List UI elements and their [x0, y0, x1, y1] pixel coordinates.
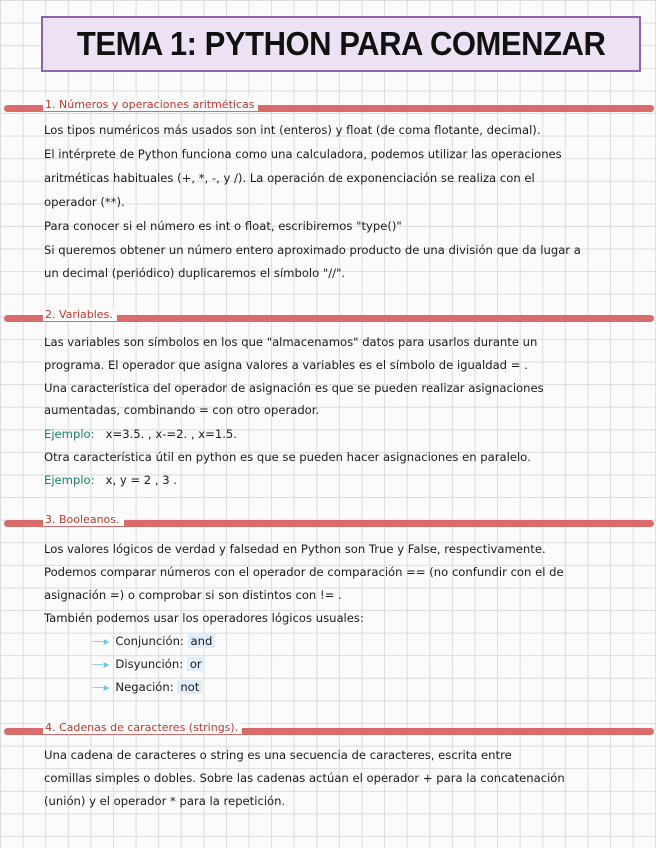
- bullet-value: not: [177, 680, 202, 694]
- bullet-label: Conjunción:: [115, 634, 184, 648]
- text-line: Si queremos obtener un número entero aproximado producto de una división que da lugar a: [44, 243, 581, 257]
- text-line: Podemos comparar números con el operador de comparación == (no confundir con el de: [44, 565, 564, 579]
- example-line: [44, 427, 237, 441]
- text-line: Otra característica útil en python es que se pueden hacer asignaciones en paralelo.: [44, 450, 531, 464]
- text-line: Las variables son símbolos en los que "almacenamos" datos para usarlos durante un: [44, 335, 538, 349]
- arrow-right-icon: —▸: [92, 634, 110, 648]
- section-strings: [0, 721, 656, 808]
- example-label: Ejemplo:: [44, 473, 95, 487]
- text-line: aumentadas, combinando = con otro operador.: [44, 403, 320, 417]
- bullet-value: and: [188, 634, 216, 648]
- example-text: x, y = 2 , 3 .: [105, 473, 177, 487]
- example-label: Ejemplo:: [44, 427, 95, 441]
- text-line: aritméticas habituales (+, *, -, y /). La operación de exponenciación se realiza con el: [44, 171, 535, 185]
- section-title: 4. Cadenas de caracteres (strings).: [43, 721, 242, 734]
- text-line: comillas simples o dobles. Sobre las cadenas actúan el operador + para la concatenación: [44, 771, 565, 785]
- text-line: Una característica del operador de asignación es que se pueden realizar asignaciones: [44, 381, 544, 395]
- bullet-value: or: [187, 657, 205, 671]
- text-line: También podemos usar los operadores lógicos usuales:: [44, 611, 364, 625]
- section-title: 1. Números y operaciones aritméticas: [43, 98, 258, 111]
- text-line: Los valores lógicos de verdad y falsedad en Python son True y False, respectivamente.: [44, 542, 546, 556]
- text-line: programa. El operador que asigna valores a variables es el símbolo de igualdad = .: [44, 358, 528, 372]
- bullet-item: [92, 680, 202, 694]
- section-variables: [0, 308, 656, 487]
- bullet-label: Negación:: [115, 680, 174, 694]
- section-header: [0, 308, 656, 325]
- section-title: 3. Booleanos.: [43, 513, 124, 526]
- text-line: operador (**).: [44, 195, 125, 209]
- example-text: x=3.5. , x-=2. , x=1.5.: [105, 427, 237, 441]
- section-title: 2. Variables.: [43, 308, 117, 321]
- example-line: [44, 473, 177, 487]
- bullet-item: [92, 634, 215, 648]
- section-header: [0, 513, 656, 530]
- section-booleans: [0, 513, 656, 694]
- text-line: Una cadena de caracteres o string es una secuencia de caracteres, escrita entre: [44, 748, 512, 762]
- section-header: [0, 98, 656, 115]
- section-header: [0, 721, 656, 738]
- text-line: (unión) y el operador * para la repetición.: [44, 794, 286, 808]
- arrow-right-icon: —▸: [92, 657, 110, 671]
- arrow-right-icon: —▸: [92, 680, 110, 694]
- page-title-box: [41, 16, 641, 72]
- section-numbers: [0, 98, 656, 280]
- bullet-item: [92, 657, 205, 671]
- text-line: Para conocer si el número es int o float, escribiremos "type()": [44, 219, 402, 233]
- text-line: El intérprete de Python funciona como una calculadora, podemos utilizar las operaciones: [44, 147, 562, 161]
- text-line: Los tipos numéricos más usados son int (enteros) y float (de coma flotante, decimal).: [44, 123, 541, 137]
- page-title: TEMA 1: PYTHON PARA COMENZAR: [76, 25, 606, 62]
- bullet-label: Disyunción:: [115, 657, 184, 671]
- text-line: un decimal (periódico) duplicaremos el símbolo "//".: [44, 266, 346, 280]
- text-line: asignación =) o comprobar si son distintos con != .: [44, 588, 342, 602]
